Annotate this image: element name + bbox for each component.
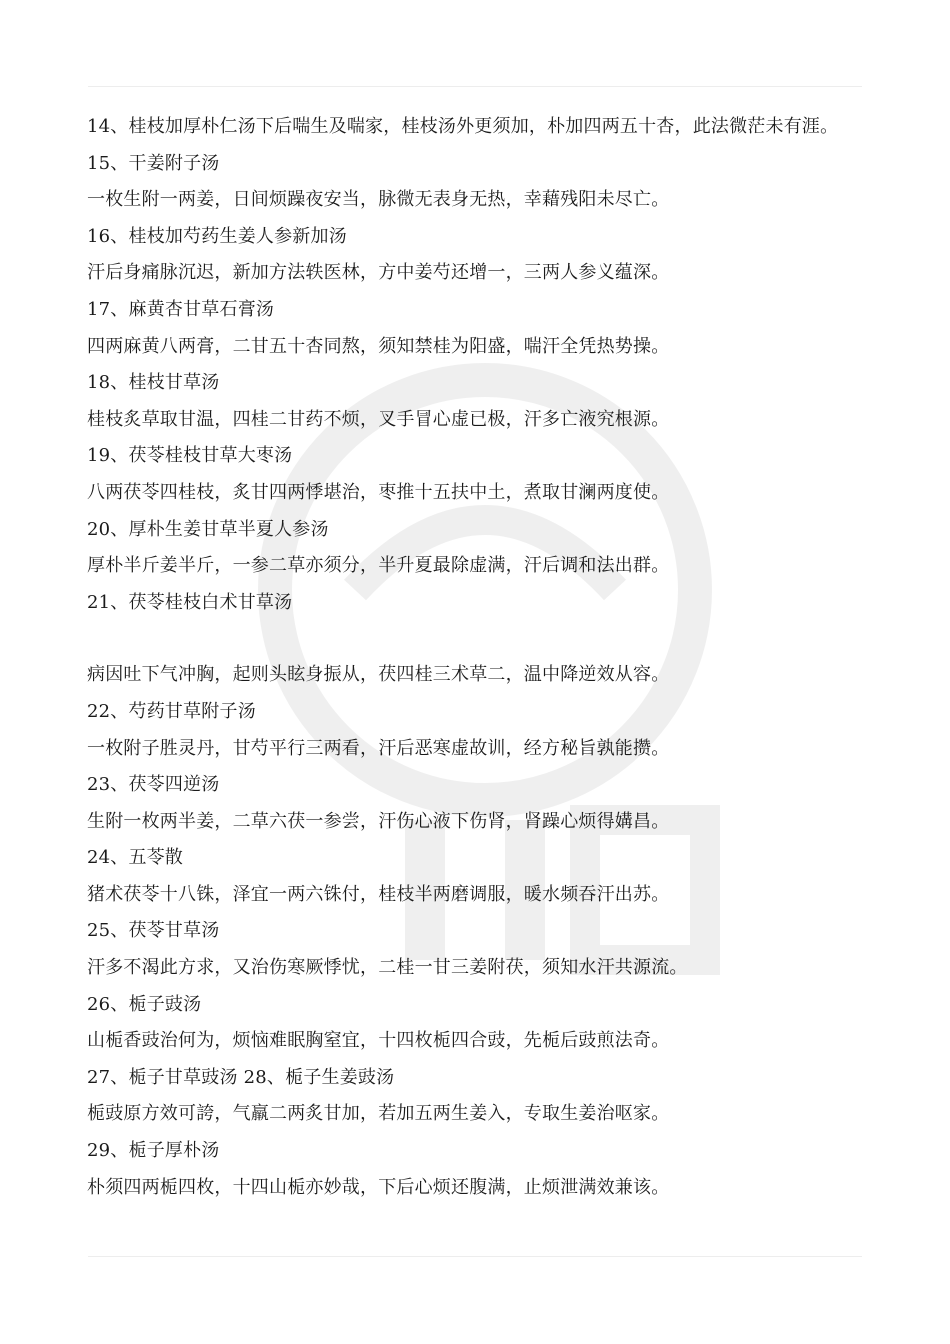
formula-title-24: 24、五苓散 — [87, 847, 184, 869]
verse-line-22: 一枚附子胜灵丹，甘芍平行三两看，汗后恶寒虚故训，经方秘旨孰能攒。 — [87, 737, 670, 759]
formula-title-18: 18、桂枝甘草汤 — [87, 372, 220, 394]
formula-title-29: 29、栀子厚朴汤 — [87, 1140, 220, 1162]
verse-line-26: 山栀香豉治何为，烦恼难眠胸窒宜，十四枚栀四合豉，先栀后豉煎法奇。 — [87, 1030, 670, 1052]
verse-line-27-28: 栀豉原方效可誇，气羸二两炙甘加，若加五两生姜入，专取生姜治呕家。 — [87, 1103, 670, 1125]
verse-line-18: 桂枝炙草取甘温，四桂二甘药不烦，叉手冒心虚已极，汗多亡液究根源。 — [87, 408, 670, 430]
verse-line-21: 病因吐下气冲胸，起则头眩身振从，茯四桂三术草二，温中降逆效从容。 — [87, 664, 670, 686]
formula-title-26: 26、栀子豉汤 — [87, 993, 202, 1015]
formula-title-21: 21、茯苓桂枝白术甘草汤 — [87, 591, 293, 613]
formula-title-20: 20、厚朴生姜甘草半夏人参汤 — [87, 518, 329, 540]
verse-line-24: 猪术茯苓十八铢，泽宜一两六铢付，桂枝半两磨调服，暖水频吞汗出苏。 — [87, 883, 670, 905]
formula-title-27-28: 27、栀子甘草豉汤 28、栀子生姜豉汤 — [87, 1066, 395, 1088]
formula-title-25: 25、茯苓甘草汤 — [87, 920, 220, 942]
formula-title-17: 17、麻黄杏甘草石膏汤 — [87, 298, 275, 320]
verse-line-29: 朴须四两栀四枚，十四山栀亦妙哉，下后心烦还腹满，止烦泄满效兼该。 — [87, 1176, 670, 1198]
verse-line-25: 汗多不渴此方求，又治伤寒厥悸忧，二桂一甘三姜附茯，须知水汗共源流。 — [87, 957, 688, 979]
formula-title-16: 16、桂枝加芍药生姜人参新加汤 — [87, 225, 347, 247]
verse-line-23: 生附一枚两半姜，二草六茯一参尝，汗伤心液下伤肾，肾躁心烦得媾昌。 — [87, 810, 670, 832]
formula-title-23: 23、茯苓四逆汤 — [87, 774, 220, 796]
verse-line-19: 八两茯苓四桂枝，炙甘四两悸堪治，枣推十五扶中土，煮取甘澜两度使。 — [87, 481, 670, 503]
header-rule — [88, 86, 862, 87]
formula-title-22: 22、芍药甘草附子汤 — [87, 700, 256, 722]
text-line-14: 14、桂枝加厚朴仁汤下后喘生及喘家，桂枝汤外更须加，朴加四两五十杏，此法微茫未有涯。 — [87, 116, 839, 137]
footer-rule — [88, 1256, 862, 1257]
verse-line-15: 一枚生附一两姜，日间烦躁夜安当，脉微无表身无热，幸藉残阳未尽亡。 — [87, 189, 670, 211]
blank-gap — [87, 625, 862, 661]
verse-line-17: 四两麻黄八两膏，二甘五十杏同熬，须知禁桂为阳盛，喘汗全凭热势操。 — [87, 335, 670, 357]
verse-line-16: 汗后身痛脉沉迟，新加方法轶医林，方中姜芍还增一，三两人参义蕴深。 — [87, 262, 670, 284]
verse-line-20: 厚朴半斤姜半斤，一参二草亦须分，半升夏最除虚满，汗后调和法出群。 — [87, 555, 670, 577]
formula-title-19: 19、茯苓桂枝甘草大枣汤 — [87, 445, 293, 467]
document-body — [87, 113, 862, 1210]
formula-title-15: 15、干姜附子汤 — [87, 152, 220, 174]
